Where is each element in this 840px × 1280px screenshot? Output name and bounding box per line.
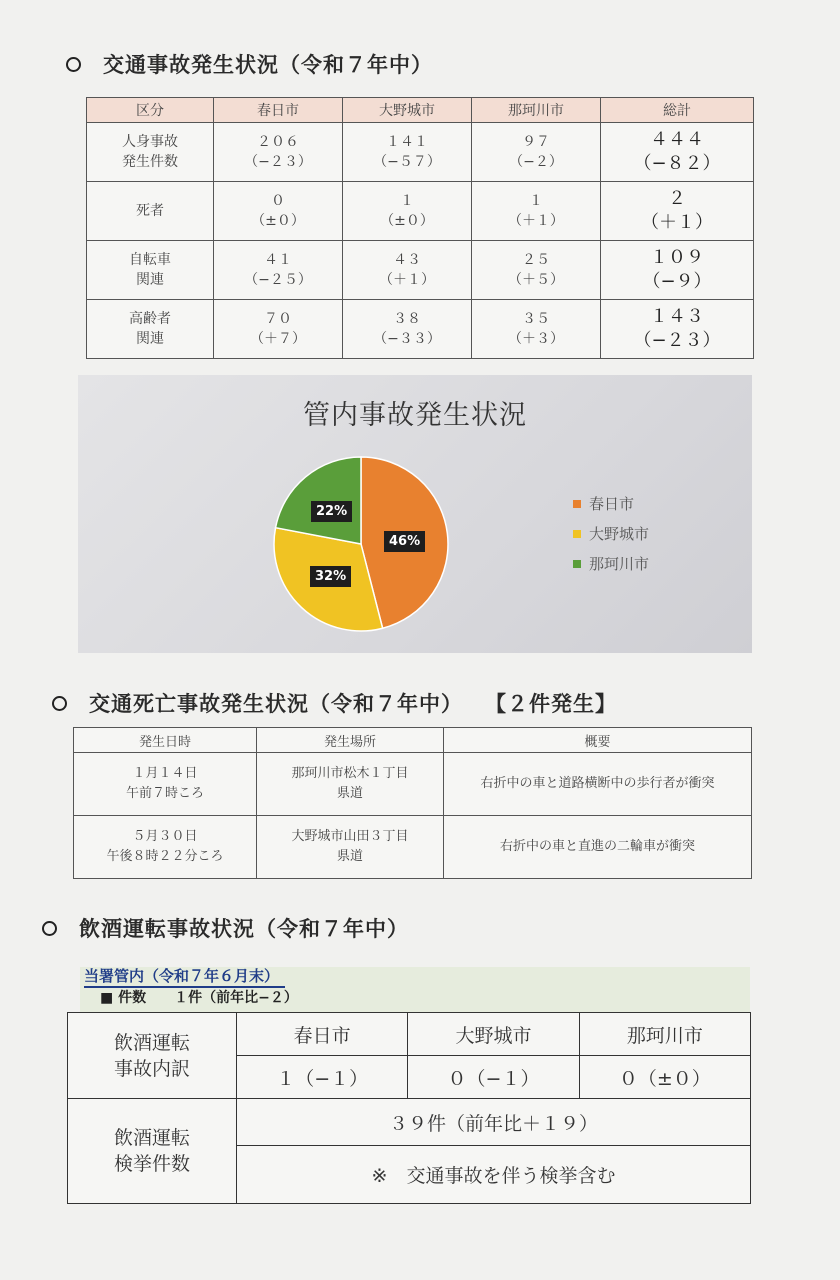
header-cell: 発生日時 [74,728,257,753]
table-cell: ９７ （−２） [472,123,601,182]
total-cell: ２ （＋１） [601,182,754,241]
section1-heading [66,49,433,79]
circle-bullet-icon [66,57,81,72]
section2-title: 交通死亡事故発生状況（令和７年中） [89,692,463,716]
table-row [68,1013,751,1056]
table-row [87,182,754,241]
legend-label: 春日市 [589,495,635,513]
summary-cell: 右折中の車と直進の二輪車が衝突 [444,816,752,879]
circle-bullet-icon [42,921,57,936]
legend-swatch [573,500,581,508]
legend-swatch [573,560,581,568]
drunk-driving-table [67,1012,751,1204]
table-cell: ４３ （＋１） [343,241,472,300]
date-cell: １月１４日 午前７時ころ [74,753,257,816]
summary-cell: 右折中の車と道路横断中の歩行者が衝突 [444,753,752,816]
table-cell: ０（−１） [408,1056,579,1099]
place-cell: 大野城市山田３丁目 県道 [257,816,444,879]
row-label: 飲酒運転 検挙件数 [68,1099,237,1204]
fatal-accident-table [73,727,752,879]
jurisdiction-subheader [80,967,750,1017]
table-cell: ４１ （−２５） [214,241,343,300]
table-row [87,300,754,359]
total-cell: １０９ （−９） [601,241,754,300]
header-cell: 発生場所 [257,728,444,753]
table-cell: ７０ （＋７） [214,300,343,359]
table-cell: １ （＋１） [472,182,601,241]
header-cell: 総計 [601,98,754,123]
table-row [74,753,752,816]
legend-swatch [573,530,581,538]
table-row [87,241,754,300]
table-cell: ２０６ （−２３） [214,123,343,182]
slice-label-nakagawa: 22% [311,501,352,522]
table-row [87,123,754,182]
table-cell: ０（±０） [579,1056,750,1099]
table-cell: ３５ （＋３） [472,300,601,359]
legend-item [573,493,634,514]
accident-table [86,97,754,359]
table-header-row [74,728,752,753]
table-cell: １ （±０） [343,182,472,241]
header-cell: 区分 [87,98,214,123]
table-header-row [87,98,754,123]
row-label: 死者 [87,182,214,241]
arrest-count-cell: ３９件（前年比＋１９） [237,1099,751,1146]
header-cell: 春日市 [214,98,343,123]
place-cell: 那珂川市松木１丁目 県道 [257,753,444,816]
legend-item [573,523,649,544]
legend-label: 那珂川市 [589,555,650,573]
note-cell: ※ 交通事故を伴う検挙含む [237,1146,751,1204]
row-label: 人身事故 発生件数 [87,123,214,182]
table-cell: １４１ （−５７） [343,123,472,182]
section2-heading [52,688,617,718]
legend-label: 大野城市 [589,525,650,543]
jurisdiction-count: ■ 件数 １件（前年比−２） [100,990,298,1006]
city-header: 那珂川市 [579,1013,750,1056]
section1-title: 交通事故発生状況（令和７年中） [103,53,433,77]
header-cell: 那珂川市 [472,98,601,123]
chart-title: 管内事故発生状況 [303,400,527,431]
fatal-count-badge: 【２件発生】 [485,692,617,716]
date-cell: ５月３０日 午後８時２２分ころ [74,816,257,879]
city-header: 春日市 [237,1013,408,1056]
table-cell: ０ （±０） [214,182,343,241]
pie-chart [78,375,752,653]
table-cell: １（−１） [237,1056,408,1099]
section3-title: 飲酒運転事故状況（令和７年中） [79,917,409,941]
header-cell: 概要 [444,728,752,753]
slice-label-onojo: 32% [310,566,351,587]
row-label: 飲酒運転 事故内訳 [68,1013,237,1099]
slice-label-kasuga: 46% [384,531,425,552]
table-row [68,1099,751,1146]
total-cell: １４３ （−２３） [601,300,754,359]
table-cell: ３８ （−３３） [343,300,472,359]
city-header: 大野城市 [408,1013,579,1056]
row-label: 高齢者 関連 [87,300,214,359]
header-cell: 大野城市 [343,98,472,123]
table-row [74,816,752,879]
table-cell: ２５ （＋５） [472,241,601,300]
total-cell: ４４４ （−８２） [601,123,754,182]
pie-chart-panel [78,375,752,653]
section3-heading [42,913,409,943]
legend-item [573,553,649,574]
circle-bullet-icon [52,696,67,711]
jurisdiction-title: 当署管内（令和７年６月末） [84,965,285,988]
row-label: 自転車 関連 [87,241,214,300]
